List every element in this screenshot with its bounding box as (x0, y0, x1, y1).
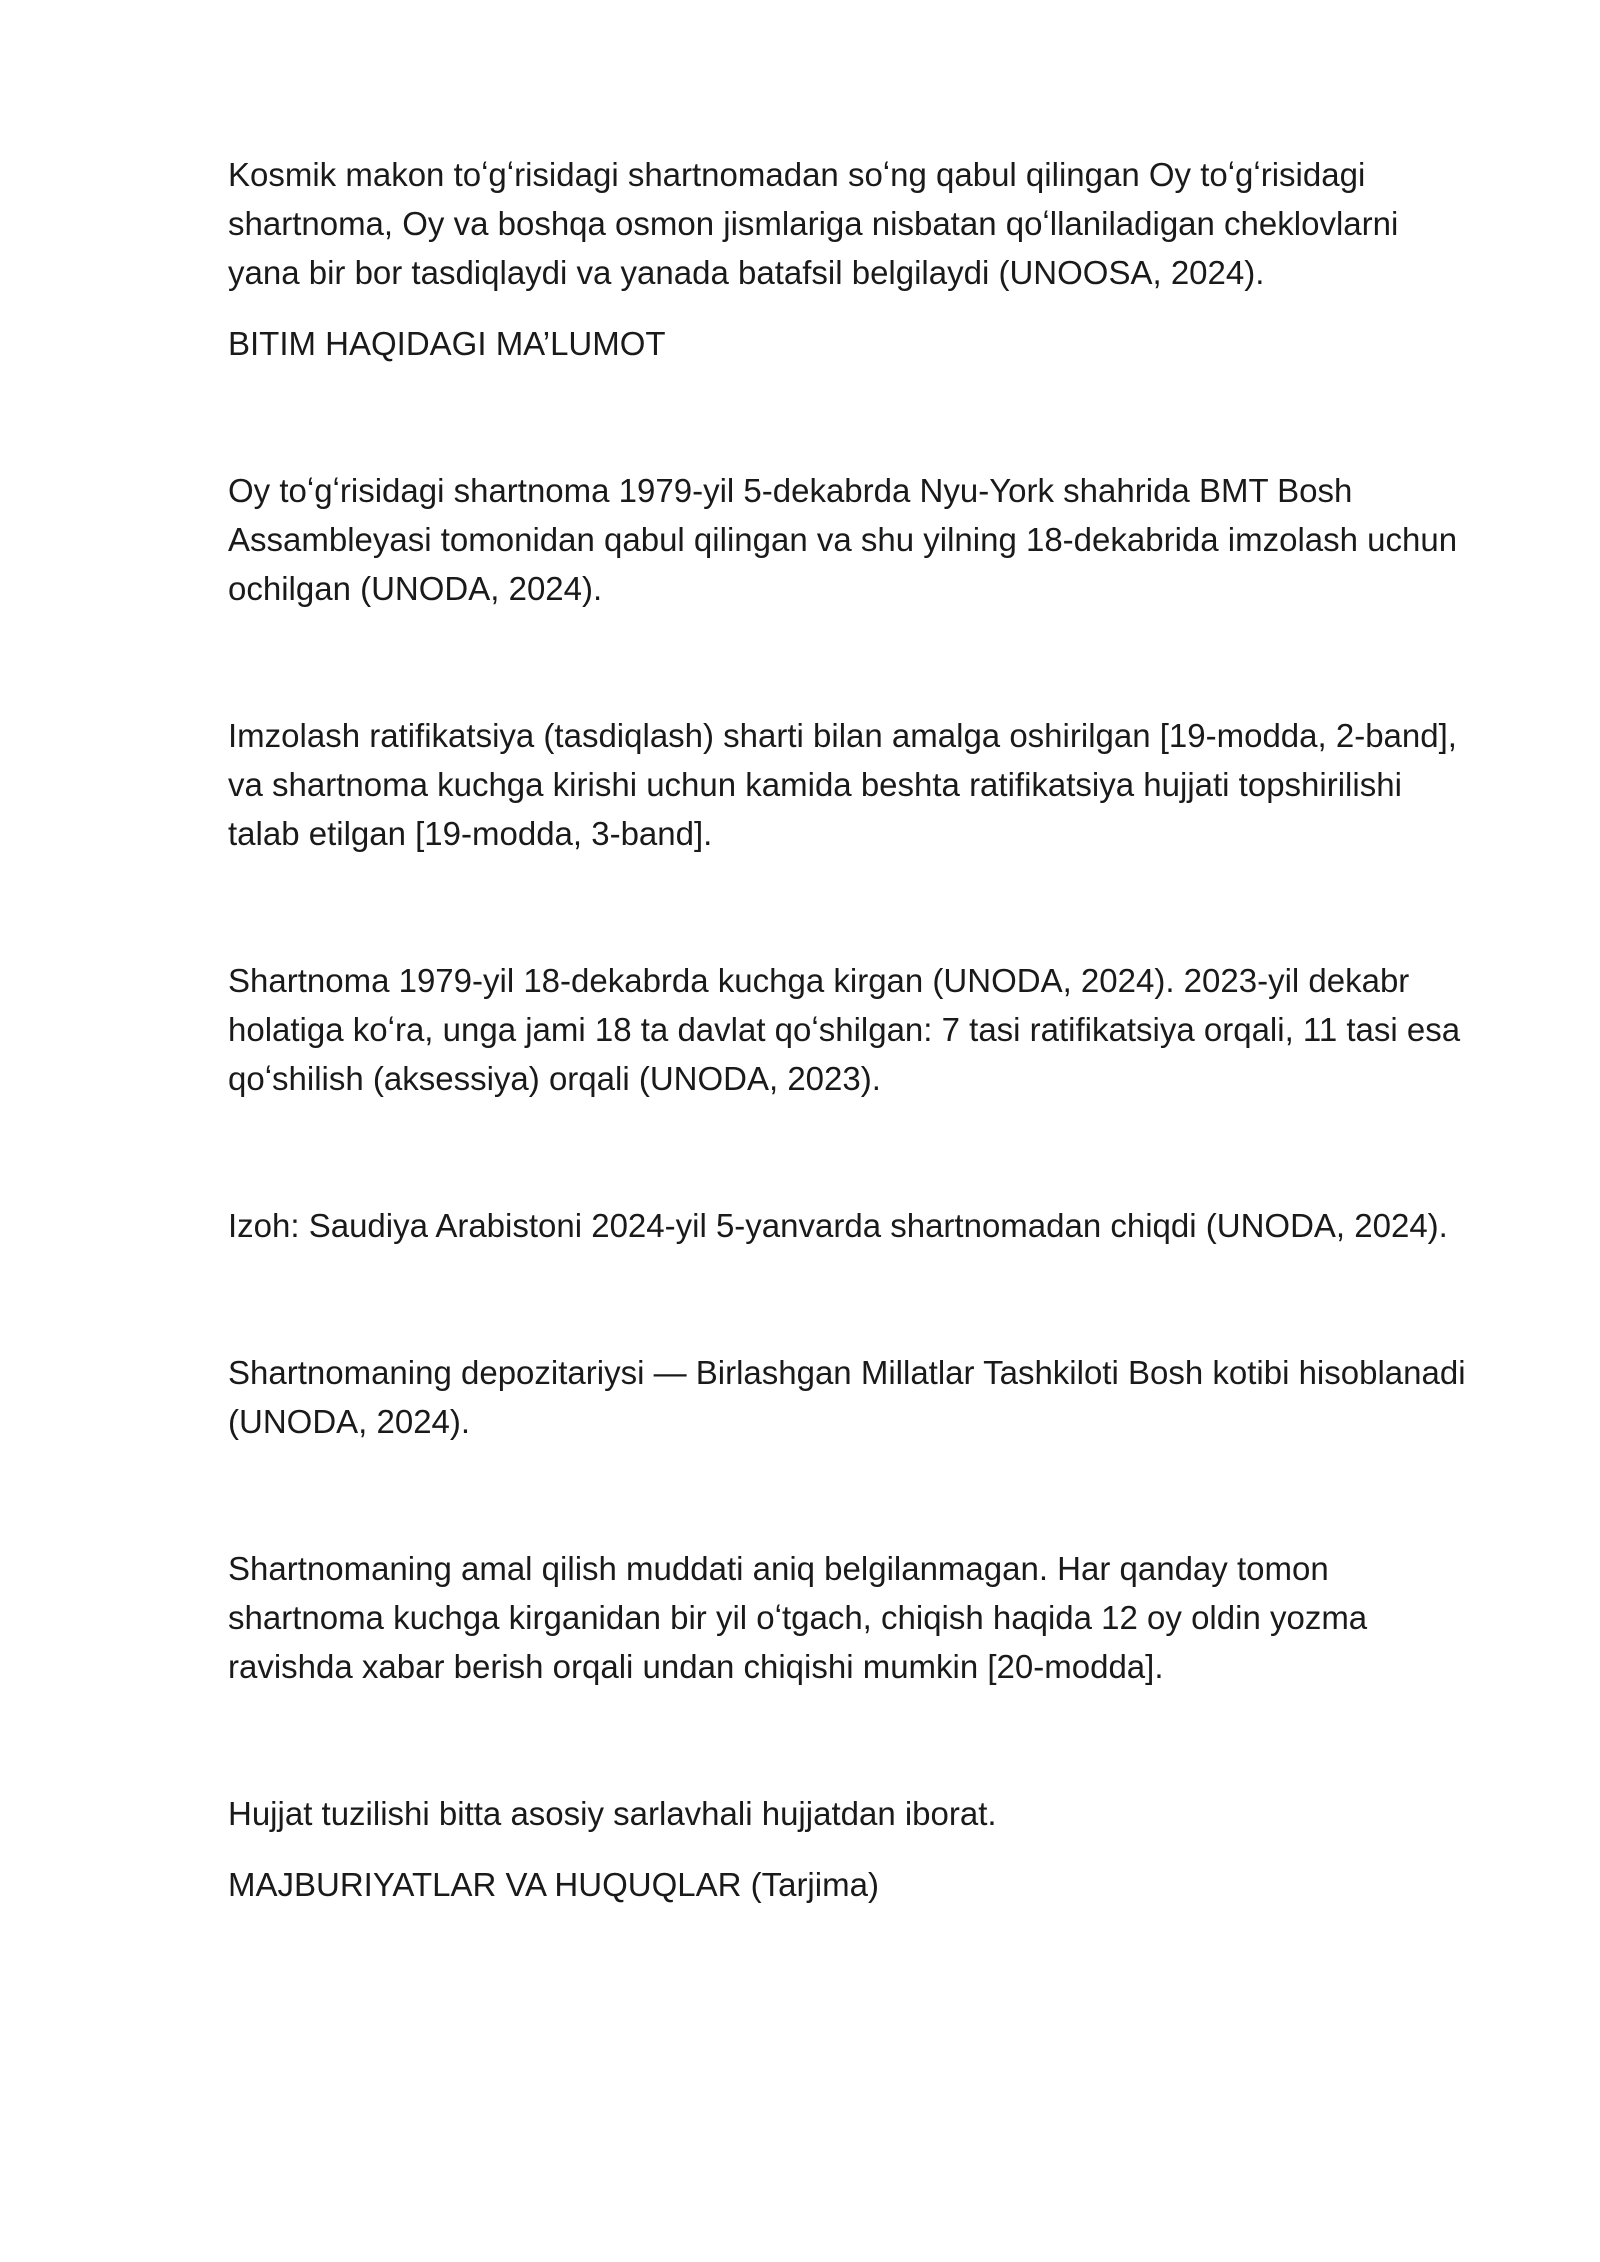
section-heading-agreement-info: BITIM HAQIDAGI MA’LUMOT (228, 325, 666, 362)
note-paragraph: Izoh: Saudiya Arabistoni 2024-yil 5-yanvarda shartnomadan chiqdi (UNODA, 2024). (228, 1207, 1448, 1244)
depositary-paragraph: Shartnomaning depozitariysi — Birlashgan Millatlar Tashkiloti Bosh kotibi hisoblanadi (UNODA, 2024). (228, 1354, 1466, 1440)
adoption-paragraph: Oy toʻgʻrisidagi shartnoma 1979-yil 5-dekabrda Nyu-York shahrida BMT Bosh Assambleyasi tomonidan qabul qilingan va shu yilning 18-dekabrida imzolash uchun ochilgan (UNODA, 2024). (228, 472, 1458, 607)
structure-paragraph: Hujjat tuzilishi bitta asosiy sarlavhali hujjatdan iborat. (228, 1795, 997, 1832)
duration-paragraph: Shartnomaning amal qilish muddati aniq belgilanmagan. Har qanday tomon shartnoma kuchga kirganidan bir yil oʻtgach, chiqish haqida 12 oy oldin yozma ravishda xabar berish orqali undan chiqishi mumkin [20-modda]. (228, 1550, 1368, 1685)
section-heading-obligations: MAJBURIYATLAR VA HUQUQLAR (Tarjima) (228, 1866, 879, 1903)
intro-paragraph: Kosmik makon toʻgʻrisidagi shartnomadan soʻng qabul qilingan Oy toʻgʻrisidagi shartnoma, Oy va boshqa osmon jismlariga nisbatan qoʻllaniladigan cheklovlarni yana bir bor tasdiqlaydi va yanada batafsil belgilaydi (UNOOSA, 2024). (228, 156, 1399, 291)
document-body (228, 150, 1478, 1909)
entry-into-force-paragraph: Shartnoma 1979-yil 18-dekabrda kuchga kirgan (UNODA, 2024). 2023-yil dekabr holatiga koʻra, unga jami 18 ta davlat qoʻshilgan: 7 tasi ratifikatsiya orqali, 11 tasi esa qoʻshilish (aksessiya) orqali (UNODA, 2023). (228, 962, 1461, 1097)
ratification-paragraph: Imzolash ratifikatsiya (tasdiqlash) sharti bilan amalga oshirilgan [19-modda, 2-band], va shartnoma kuchga kirishi uchun kamida beshta ratifikatsiya hujjati topshirilishi talab etilgan [19-modda, 3-band]. (228, 717, 1457, 852)
